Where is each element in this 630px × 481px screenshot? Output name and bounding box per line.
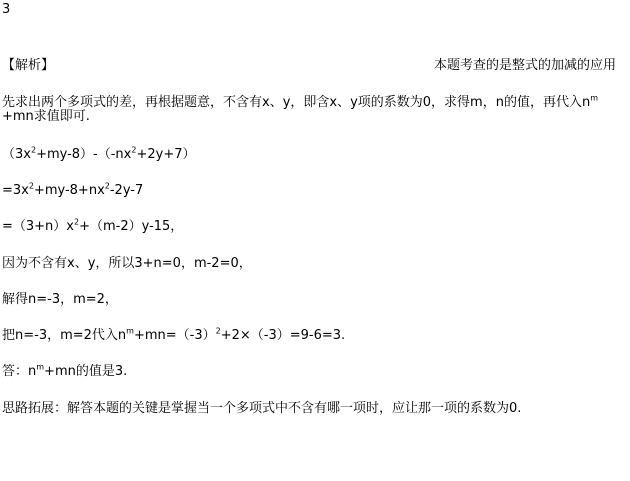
step-1-part-b: +my-8）-（-nx [36,147,132,162]
step-1-sup-2: 2 [131,145,137,155]
step-7 [2,364,127,380]
step-6-sup-1: m [126,326,134,336]
step-7-part-b: +mn的值是3. [44,364,128,379]
extension-note: 思路拓展：解答本题的关键是掌握当一个多项式中不含有哪一项时，应让那一项的系数为0. [2,401,522,416]
step-6-part-a: 把n=-3，m=2代入n [2,328,127,343]
method-line-1 [2,95,598,111]
step-6-part-b: +mn=（-3） [133,328,216,343]
topic-label: 本题考查的是整式的加减的应用 [433,58,616,73]
step-3-part-a: =（3+n）x [2,219,74,234]
step-1-part-c: +2y+7） [136,147,196,162]
method-line-2: +mn求值即可. [2,109,90,124]
analysis-header: 【解析】 [2,58,55,73]
step-1-sup-1: 2 [30,145,37,155]
method-sup: m [590,93,598,103]
step-2-sup-2: 2 [104,181,110,191]
step-7-part-a: 答：n [2,364,37,379]
step-6-sup-2: 2 [215,326,221,336]
step-7-sup-1: m [36,362,45,372]
step-3-sup-1: 2 [74,217,80,227]
step-6 [2,328,345,344]
method-text: 先求出两个多项式的差，再根据题意，不含有x、y，即含x、y项的系数为0，求得m，n的值，再代入n [2,95,591,110]
step-2 [2,183,143,199]
step-1-part-a: （3x [2,147,31,162]
step-2-part-c: -2y-7 [109,183,144,198]
step-4: 因为不含有x、y，所以3+n=0，m-2=0， [2,256,252,271]
step-2-part-a: =3x [2,183,29,198]
step-2-part-b: +my-8+nx [33,183,105,198]
step-3-part-b: +（m-2）y-15， [79,219,184,234]
step-2-sup-1: 2 [28,181,34,191]
step-5: 解得n=-3，m=2， [2,292,118,307]
step-1 [2,147,196,163]
answer-value: 3 [2,2,11,17]
step-3 [2,219,183,235]
step-6-part-c: +2×（-3）=9-6=3. [220,328,346,343]
